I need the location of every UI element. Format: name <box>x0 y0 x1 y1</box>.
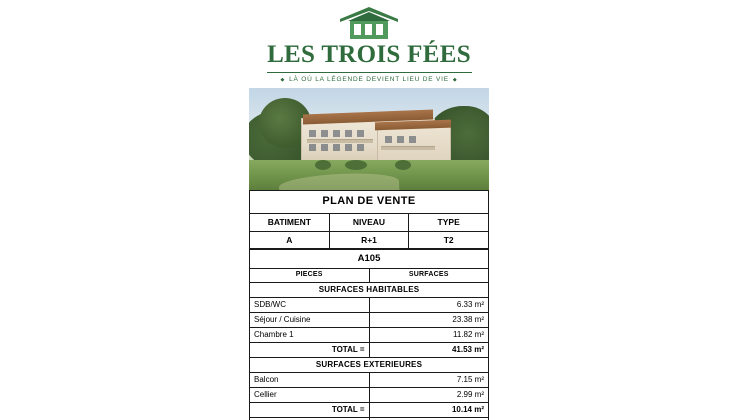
surfaces-table-wrap <box>249 249 489 418</box>
brand-logo-block <box>238 0 500 83</box>
value-type: T2 <box>409 231 489 249</box>
diamond-right-icon: ◆ <box>452 76 458 83</box>
table-row <box>250 387 489 402</box>
window-row-upper <box>309 130 364 137</box>
window <box>345 130 352 137</box>
balcony-rail-wing <box>381 146 435 150</box>
room-surface: 11.82 m² <box>369 327 489 342</box>
window <box>321 144 328 151</box>
room-surface: 2.99 m² <box>369 387 489 402</box>
plan-info-table <box>249 190 489 249</box>
header-type: TYPE <box>409 214 489 232</box>
document-title-row <box>250 191 489 214</box>
room-label: Balcon <box>250 372 370 387</box>
room-label: Séjour / Cuisine <box>250 312 370 327</box>
room-surface: 6.33 m² <box>369 297 489 312</box>
table-row <box>250 327 489 342</box>
room-surface: 7.15 m² <box>369 372 489 387</box>
window <box>385 136 392 143</box>
house-roof-icon <box>338 6 400 40</box>
diamond-left-icon: ◆ <box>280 76 286 83</box>
brand-divider <box>267 72 472 73</box>
section-header-exterieures <box>250 357 489 372</box>
header-batiment: BATIMENT <box>250 214 330 232</box>
window <box>321 130 328 137</box>
info-value-row <box>250 231 489 249</box>
room-label: Chambre 1 <box>250 327 370 342</box>
window-row-lower <box>309 144 364 151</box>
table-row <box>250 372 489 387</box>
balcony-rail <box>307 139 373 143</box>
header-surfaces: SURFACES <box>369 269 489 283</box>
document-sheet <box>238 0 500 420</box>
document-title: PLAN DE VENTE <box>250 191 489 214</box>
window <box>309 130 316 137</box>
residence-render-photo <box>249 88 489 190</box>
lot-row <box>250 250 489 269</box>
window <box>357 144 364 151</box>
header-pieces: PIECES <box>250 269 370 283</box>
surfaces-table <box>249 249 489 418</box>
surfaces-column-header-row <box>250 269 489 283</box>
total-value: 41.53 m² <box>369 342 489 357</box>
room-label: Cellier <box>250 387 370 402</box>
info-header-row <box>250 214 489 232</box>
total-label: TOTAL = <box>250 402 370 417</box>
header-niveau: NIVEAU <box>329 214 409 232</box>
window-row-wing <box>385 136 416 143</box>
window <box>397 136 404 143</box>
total-row-exterieures <box>250 402 489 417</box>
section-title: SURFACES HABITABLES <box>250 282 489 297</box>
window <box>333 144 340 151</box>
value-niveau: R+1 <box>329 231 409 249</box>
value-batiment: A <box>250 231 330 249</box>
window <box>309 144 316 151</box>
window <box>357 130 364 137</box>
table-row <box>250 297 489 312</box>
window <box>345 144 352 151</box>
window <box>333 130 340 137</box>
room-surface: 23.38 m² <box>369 312 489 327</box>
table-row <box>250 312 489 327</box>
window <box>409 136 416 143</box>
brand-tagline <box>238 76 500 83</box>
brand-tagline-text: LÀ OÙ LA LÉGENDE DEVIENT LIEU DE VIE <box>289 76 449 84</box>
total-row-habitables <box>250 342 489 357</box>
lot-number: A105 <box>250 250 489 269</box>
room-label: SDB/WC <box>250 297 370 312</box>
brand-name: LES TROIS FÉES <box>267 41 471 68</box>
section-title: SURFACES EXTERIEURES <box>250 357 489 372</box>
total-label: TOTAL = <box>250 342 370 357</box>
total-value: 10.14 m² <box>369 402 489 417</box>
section-header-habitables <box>250 282 489 297</box>
plan-info-table-wrap <box>249 190 489 249</box>
